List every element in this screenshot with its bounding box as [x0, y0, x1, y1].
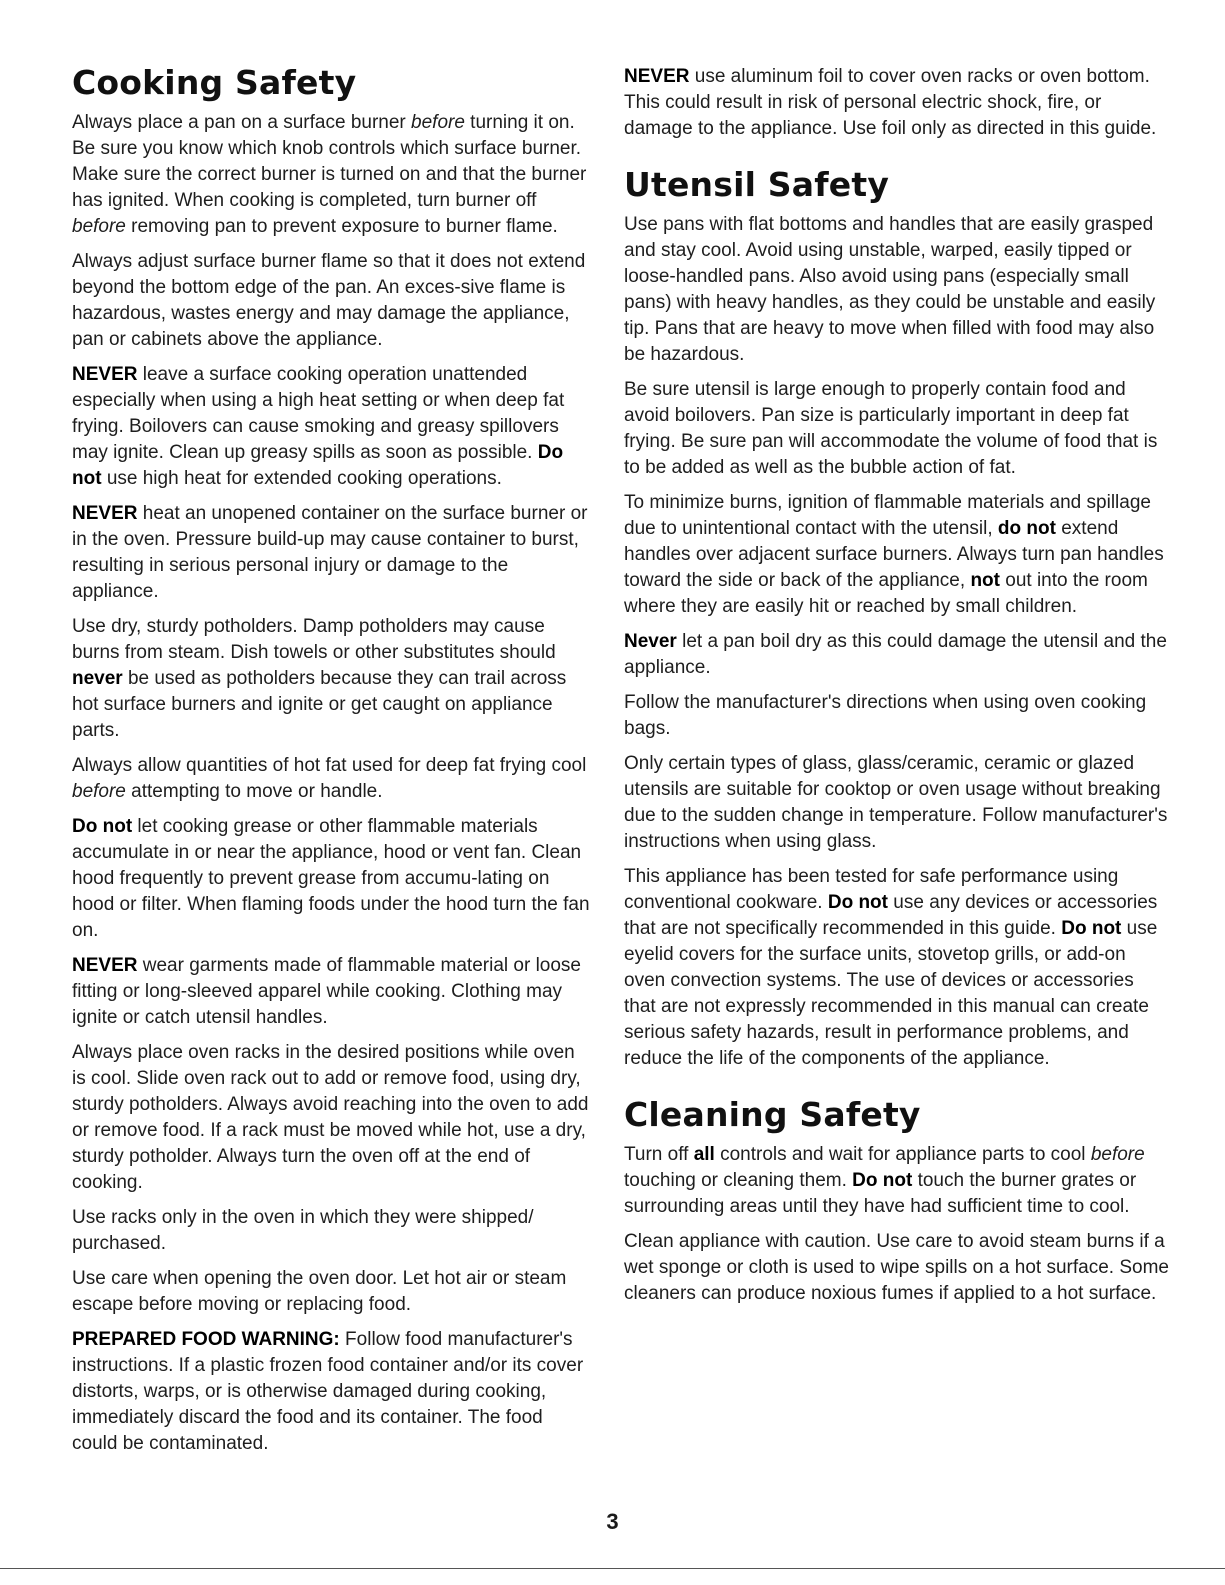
cleaning-safety-paragraph-2: Clean appliance with caution. Use care to avoid steam burns if a wet sponge or cloth is used to wipe spills on a hot surface. Some cleaners can produce noxious fumes if applied to a hot surface.: [624, 1231, 1169, 1304]
utensil-safety-paragraph-7: This appliance has been tested for safe performance using conventional cookware. Do not use any devices or accessories that are not specifically recommended in this guide. Do not use eyelid covers for the surface units, stovetop grills, or add-on oven convection systems. The use of devices or accessories that are not expressly recommended in this manual can create serious safety hazards, result in performance problems, and reduce the life of the components of the appliance.: [624, 866, 1158, 1069]
prepared-food-warning: PREPARED FOOD WARNING: Follow food manufacturer's instructions. If a plastic frozen food container and/or its cover distorts, warps, or is otherwise damaged during cooking, immediately discard the food and its container. The food could be contaminated.: [72, 1329, 584, 1454]
cleaning-safety-paragraph-1: Turn off all controls and wait for appliance parts to cool before touching or cleaning them. Do not touch the burner grates or surrounding areas until they have had sufficient time to cool.: [624, 1144, 1145, 1217]
cooking-safety-paragraph-2: Always adjust surface burner flame so that it does not extend beyond the bottom edge of the pan. An exces-sive flame is hazardous, wastes energy and may damage the appliance, pan or cabinets above the appliance.: [72, 251, 586, 350]
utensil-safety-paragraph-6: Only certain types of glass, glass/ceramic, ceramic or glazed utensils are suitable for cooktop or oven usage without breaking due to the sudden change in temperature. Follow manufacturer's instructions when using glass.: [624, 753, 1168, 852]
cooking-safety-paragraph-10: Use racks only in the oven in which they were shipped/ purchased.: [72, 1207, 534, 1254]
cleaning-safety-heading: Cleaning Safety: [624, 1095, 921, 1134]
cooking-safety-paragraph-9: Always place oven racks in the desired positions while oven is cool. Slide oven rack out to add or remove food, using dry, sturdy potholders. Always avoid reaching into the oven to add or remove food. If a rack must be moved while hot, use a dry, sturdy potholder. Always turn the oven off at the end of cooking.: [72, 1042, 589, 1193]
utensil-safety-paragraph-1: Use pans with flat bottoms and handles that are easily grasped and stay cool. Avoid using unstable, warped, easily tipped or loose-handled pans. Also avoid using pans (especially small pans) with heavy handles, as they could be unstable and easily tip. Pans that are heavy to move when filled with food may also be hazardous.: [624, 214, 1156, 365]
utensil-safety-paragraph-3: To minimize burns, ignition of flammable materials and spillage due to unintentional contact with the utensil, do not extend handles over adjacent surface burners. Always turn pan handles toward the side or back of the appliance, not out into the room where they are easily hit or reached by small children.: [624, 492, 1164, 617]
cooking-safety-paragraph-6: Always allow quantities of hot fat used for deep fat frying cool before attempting to move or handle.: [72, 755, 587, 802]
cooking-safety-heading: Cooking Safety: [72, 63, 357, 102]
page-number: 3: [606, 1509, 619, 1534]
utensil-safety-paragraph-2: Be sure utensil is large enough to properly contain food and avoid boilovers. Pan size is particularly important in deep fat frying. Be sure pan will accommodate the volume of food that is to be added as well as the bubble action of fat.: [624, 379, 1158, 478]
cooking-safety-paragraph-1: Always place a pan on a surface burner before turning it on. Be sure you know which knob controls which surface burner. Make sure the correct burner is turned on and that the burner has ignited. When cooking is completed, turn burner off before removing pan to prevent exposure to burner flame.: [72, 112, 587, 237]
foil-note: NEVER use aluminum foil to cover oven racks or oven bottom. This could result in risk of personal electric shock, fire, or damage to the appliance. Use foil only as directed in this guide.: [624, 66, 1157, 139]
cooking-safety-paragraph-8: NEVER wear garments made of flammable material or loose fitting or long-sleeved apparel while cooking. Clothing may ignite or catch utensil handles.: [72, 955, 581, 1028]
cooking-safety-paragraph-4: NEVER heat an unopened container on the surface burner or in the oven. Pressure build-up may cause container to burst, resulting in serious personal injury or damage to the appliance.: [72, 503, 588, 602]
utensil-safety-paragraph-4: Never let a pan boil dry as this could damage the utensil and the appliance.: [624, 631, 1167, 678]
cooking-safety-paragraph-7: Do not let cooking grease or other flammable materials accumulate in or near the appliance, hood or vent fan. Clean hood frequently to prevent grease from accumu-lating on hood or filter. When flaming foods under the hood turn the fan on.: [72, 816, 590, 941]
bottom-divider: [0, 1568, 1225, 1569]
utensil-safety-paragraph-5: Follow the manufacturer's directions when using oven cooking bags.: [624, 692, 1147, 739]
cooking-safety-paragraph-3: NEVER leave a surface cooking operation unattended especially when using a high heat setting or when deep fat frying. Boilovers can cause smoking and greasy spillovers may ignite. Clean up greasy spills as soon as possible. Do not use high heat for extended cooking operations.: [72, 364, 565, 489]
right-column: [624, 64, 1169, 1316]
cooking-safety-paragraph-11: Use care when opening the oven door. Let hot air or steam escape before moving or replacing food.: [72, 1268, 567, 1315]
left-column: [72, 62, 592, 1466]
cooking-safety-paragraph-5: Use dry, sturdy potholders. Damp potholders may cause burns from steam. Dish towels or other substitutes should never be used as potholders because they can trail across hot surface burners and ignite or get caught on appliance parts.: [72, 616, 567, 741]
utensil-safety-heading: Utensil Safety: [624, 165, 890, 204]
